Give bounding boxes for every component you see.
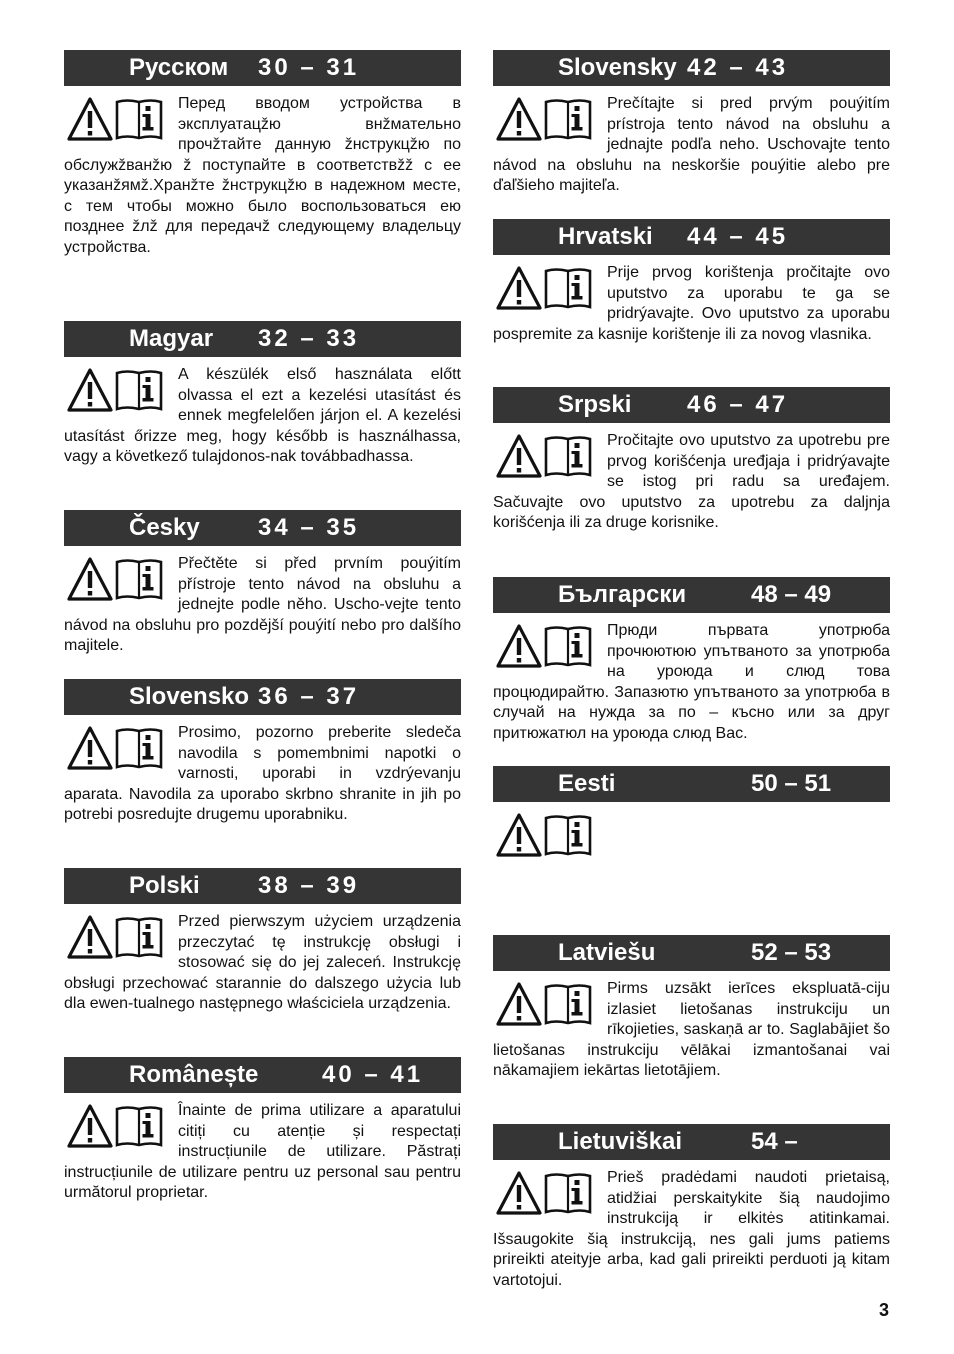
section-language: Slovensky: [558, 54, 677, 81]
section-text: Przed pierwszym użyciem urządzenia przeczytać tę instrukcję obsługi i stosować się do jej zaleceń. Instrukcję obsługi przechować starannie do dalszego użycia lub dla ewen-tualnego następnego właściciela urządzenia.: [64, 913, 461, 1012]
manual-info-icon: [114, 725, 164, 771]
section-polish: [64, 868, 461, 1015]
section-language: Magyar: [129, 325, 214, 352]
section-pages: 34 – 35: [258, 514, 360, 541]
section-header: [493, 766, 890, 802]
section-header: [493, 219, 890, 255]
warning-triangle-icon: [495, 433, 543, 479]
section-text: Pročitajte ovo uputstvo za upotrebu pre prvog korišćenja uređjaja i pridrýavajte se istog pri radu sa uređajem. Sačuvajte ovo uputstvo za upotrebu za daljnja korišćenja ili za druge korisnike.: [493, 432, 890, 531]
manual-info-icon: [114, 1103, 164, 1149]
section-language: Latviešu: [558, 939, 656, 966]
section-language: Русском: [129, 54, 229, 81]
manual-info-icon: [543, 981, 593, 1027]
manual-info-icon: [543, 1170, 593, 1216]
section-header: [64, 1057, 461, 1093]
warning-manual-icons: [495, 812, 595, 860]
section-pages: 42 – 43: [687, 54, 789, 81]
page-number: 3: [878, 1300, 889, 1320]
section-pages: 32 – 33: [258, 325, 360, 352]
section-pages: 48 – 49: [751, 581, 832, 608]
manual-info-icon: [114, 914, 164, 960]
manual-info-icon: [114, 96, 164, 142]
section-language: Hrvatski: [558, 223, 653, 250]
section-romanian: [64, 1057, 461, 1204]
warning-manual-icons: [66, 725, 166, 773]
section-header: [64, 321, 461, 357]
warning-manual-icons: [66, 367, 166, 415]
warning-triangle-icon: [66, 96, 114, 142]
warning-triangle-icon: [66, 914, 114, 960]
section-header: [64, 510, 461, 546]
section-serbian: [493, 387, 890, 534]
warning-manual-icons: [495, 265, 595, 313]
section-language: Eesti: [558, 770, 616, 797]
section-text: Prečítajte si pred prvým pouýitím prístroja tento návod na obsluhu a jednajte podľa neho. Uschovajte tento návod na obsluhu na neskoršie pouýitie alebo pre ďaľšieho majiteľa.: [493, 95, 890, 194]
section-language: Românește: [129, 1061, 259, 1088]
section-pages: 36 – 37: [258, 683, 360, 710]
section-text: Pirms uzsākt ierīces ekspluatā-ciju izlasiet lietošanas instrukciju un rīkojieties, saskaņā ar to. Saglabājiet šo lietošanas instrukciju vēlākai izmantošanai vai nākamajiem iekārtas lietotājiem.: [493, 980, 890, 1079]
section-pages: 54 –: [751, 1128, 798, 1155]
warning-triangle-icon: [495, 1170, 543, 1216]
section-pages: 44 – 45: [687, 223, 789, 250]
warning-manual-icons: [495, 96, 595, 144]
warning-manual-icons: [66, 96, 166, 144]
warning-triangle-icon: [495, 265, 543, 311]
manual-info-icon: [543, 433, 593, 479]
warning-manual-icons: [495, 981, 595, 1029]
section-text: Přečtěte si před prvním pouýitím přístroje tento návod na obsluhu a jednejte podle něho. Uscho-vejte tento návod na obsluhu pro pozdější pouýití nebo pro dalšího majitele.: [64, 555, 461, 654]
section-estonian: [493, 766, 890, 860]
section-text: Înainte de prima utilizare a aparatului citiți cu atenție și respectați instrucțiunile de utilizare. Păstrați instrucțiunile de utilizare pentru uz personal sau pentru următorul proprietar.: [64, 1102, 461, 1201]
section-header: [64, 50, 461, 86]
warning-triangle-icon: [495, 812, 543, 858]
warning-triangle-icon: [66, 367, 114, 413]
section-text: Prosimo, pozorno preberite sledeča navodila s pomembnimi napotki o varnosti, uporabi in vzdrýevanju aparata. Navodila za uporabo skrbno shranite in jih po potrebi posredujte drugemu uporabniku.: [64, 724, 461, 823]
section-header: [493, 387, 890, 423]
section-language: Български: [558, 581, 687, 608]
section-latvian: [493, 935, 890, 1082]
section-bulgarian: [493, 577, 890, 744]
section-russian: [64, 50, 461, 258]
section-header: [64, 679, 461, 715]
warning-manual-icons: [495, 623, 595, 671]
section-language: Lietuviškai: [558, 1128, 683, 1155]
warning-manual-icons: [495, 433, 595, 481]
warning-manual-icons: [495, 1170, 595, 1218]
section-pages: 52 – 53: [751, 939, 832, 966]
section-header: [493, 1124, 890, 1160]
section-text: Prieš pradėdami naudoti prietaisą, atidžiai perskaitykite šią naudojimo instrukciją ir elkitės atitinkamai. Išsaugokite šią instrukciją, nes gali jums patiems prireikti ateityje arba, kad gali prireikti perduoti ją kitam vartotojui.: [493, 1169, 890, 1289]
section-czech: [64, 510, 461, 657]
section-language: Srpski: [558, 391, 632, 418]
section-slovak: [493, 50, 890, 197]
warning-triangle-icon: [495, 981, 543, 1027]
section-text: Перед вводом устройства в эксплуатацžю внžмательно прочžтайте данную žнструкцžю по обслужžванžю ž поступайте в соответствžž с ее указанžямž.Хранžте žнструкцžю в надежном месте, с тем чтобы можно было воспользоваться ею позднее žлž для передачž следующему владельцу устройства.: [64, 95, 461, 256]
section-language: Slovensko: [129, 683, 250, 710]
warning-triangle-icon: [66, 556, 114, 602]
warning-triangle-icon: [495, 96, 543, 142]
manual-info-icon: [543, 265, 593, 311]
warning-triangle-icon: [66, 725, 114, 771]
warning-manual-icons: [66, 914, 166, 962]
section-pages: 50 – 51: [751, 770, 832, 797]
warning-triangle-icon: [495, 623, 543, 669]
section-header: [493, 50, 890, 86]
section-slovenian: [64, 679, 461, 826]
section-croatian: [493, 219, 890, 345]
section-pages: 40 – 41: [322, 1061, 424, 1088]
section-header: [493, 935, 890, 971]
section-text: Прюди първата употрюба прочюютюю упътваното за употрюба на уроюда и слюд това процюдирайтю. Запазютю упътваното за употрюба в случай на нужда за по – късно или за друг притюжатюл на уроюда слюд Вас.: [493, 622, 890, 742]
section-text: Prije prvog korištenja pročitajte ovo uputstvo za uporabu te ga se pridrýavajte. Ovo uputstvo za uporabu pospremite za kasnije korištenje ili za novog vlasnika.: [493, 264, 890, 343]
warning-triangle-icon: [66, 1103, 114, 1149]
manual-info-icon: [114, 556, 164, 602]
section-text: A készülék első használata előtt olvassa el ezt a kezelési utasítást és ennek megfelelően járjon el. A kezelési utasítást őrizze meg, hogy később is használhassa, vagy a következő tulajdonos-nak továbbadhassa.: [64, 366, 461, 465]
section-pages: 38 – 39: [258, 872, 360, 899]
section-lithuanian: [493, 1124, 890, 1291]
manual-info-icon: [543, 812, 593, 858]
warning-manual-icons: [66, 1103, 166, 1151]
section-pages: 30 – 31: [258, 54, 360, 81]
section-header: [493, 577, 890, 613]
manual-info-icon: [114, 367, 164, 413]
manual-info-icon: [543, 623, 593, 669]
warning-manual-icons: [66, 556, 166, 604]
section-language: Polski: [129, 872, 200, 899]
section-hungarian: [64, 321, 461, 468]
section-header: [64, 868, 461, 904]
section-language: Česky: [129, 514, 200, 541]
manual-info-icon: [543, 96, 593, 142]
section-pages: 46 – 47: [687, 391, 789, 418]
